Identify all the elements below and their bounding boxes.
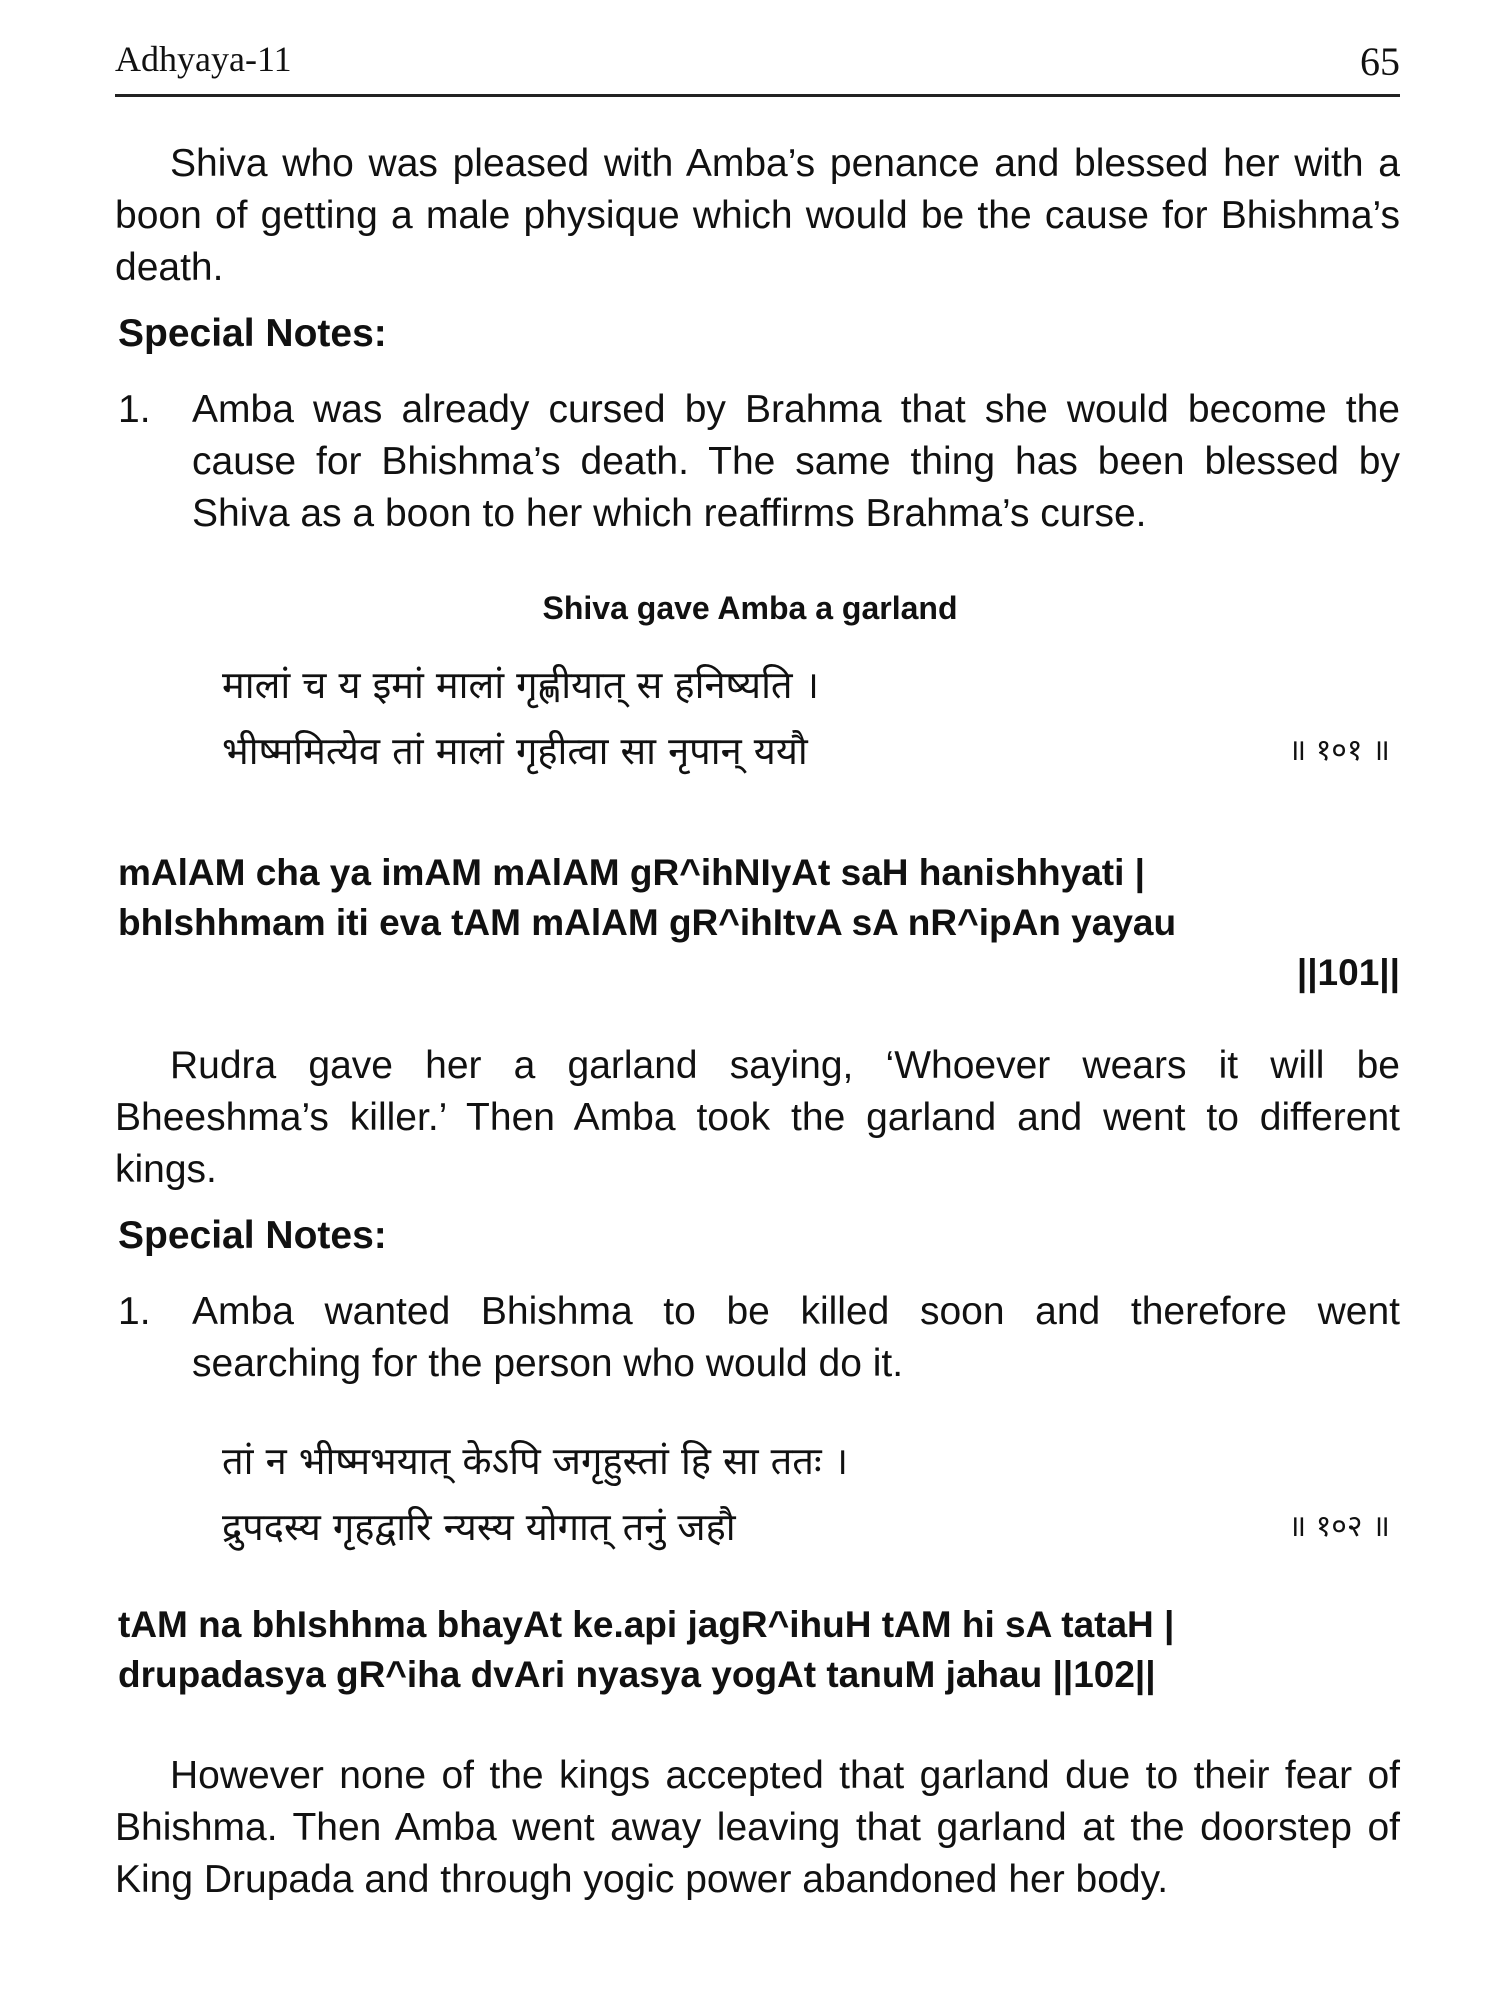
note-item — [118, 1286, 1400, 1390]
special-notes-heading: Special Notes: — [118, 1214, 387, 1257]
sanskrit-line — [222, 652, 1390, 718]
paragraph-shiva-boon — [115, 138, 1400, 294]
special-notes-heading: Special Notes: — [118, 312, 387, 355]
sanskrit-line-2: भीष्ममित्येव तां मालां गृहीत्वा सा नृपान् ययौ — [222, 729, 808, 773]
note-item — [118, 384, 1400, 540]
transliteration-101 — [118, 848, 1400, 998]
sanskrit-line — [222, 1428, 1390, 1494]
translit-line-1: tAM na bhIshhma bhayAt ke.api jagR^ihuH tAM hi sA tataH | — [118, 1604, 1175, 1645]
note-text: Amba was already cursed by Brahma that she would become the cause for Bhishma’s death. The same thing has been blessed by Shiva as a boon to her which reaffirms Brahma’s curse. — [192, 388, 1400, 535]
verse-number: ॥ १०२ ॥ — [1288, 1509, 1390, 1544]
paragraph-rudra-garland — [115, 1040, 1400, 1196]
translit-line-2: bhIshhmam iti eva tAM mAlAM gR^ihItvA sA nR^ipAn yayau — [118, 902, 1177, 943]
paragraph-text: However none of the kings accepted that garland due to their fear of Bhishma. Then Amba went away leaving that garland at the doorstep of King Drupada and through yogic power abandoned her body. — [115, 1754, 1400, 1901]
sanskrit-line — [222, 718, 1390, 784]
sanskrit-verse-102 — [222, 1428, 1390, 1560]
translit-line-2: drupadasya gR^iha dvAri nyasya yogAt tanuM jahau ||102|| — [118, 1654, 1156, 1695]
paragraph-text: Rudra gave her a garland saying, ‘Whoever wears it will be Bheeshma’s killer.’ Then Amba took the garland and went to different kings. — [115, 1044, 1400, 1191]
translit-line-1: mAlAM cha ya imAM mAlAM gR^ihNIyAt saH hanishhyati | — [118, 852, 1146, 893]
verse-section-title: Shiva gave Amba a garland — [542, 590, 958, 626]
sanskrit-line — [222, 1494, 1390, 1560]
translit-verse-number: ||101|| — [1296, 952, 1400, 993]
verse-number: ॥ १०१ ॥ — [1288, 733, 1390, 768]
sanskrit-verse-101 — [222, 652, 1390, 784]
paragraph-text: Shiva who was pleased with Amba’s penance and blessed her with a boon of getting a male physique which would be the cause for Bhishma’s death. — [115, 142, 1400, 289]
paragraph-amba-drupada — [115, 1750, 1400, 1906]
sanskrit-line-1: तां न भीष्मभयात् केऽपि जगृहुस्तां हि सा ततः । — [222, 1439, 849, 1483]
sanskrit-line-1: मालां च य इमां मालां गृह्णीयात् स हनिष्यति । — [222, 663, 820, 707]
note-number: 1. — [118, 388, 151, 431]
note-text: Amba wanted Bhishma to be killed soon and therefore went searching for the person who would do it. — [192, 1290, 1400, 1385]
sanskrit-line-2: द्रुपदस्य गृहद्वारि न्यस्य योगात् तनुं जहौ — [222, 1505, 736, 1549]
running-header — [115, 36, 1400, 97]
page-number: 65 — [1360, 39, 1400, 84]
note-number: 1. — [118, 1290, 151, 1333]
transliteration-102 — [118, 1600, 1400, 1700]
chapter-title: Adhyaya-11 — [115, 39, 292, 79]
